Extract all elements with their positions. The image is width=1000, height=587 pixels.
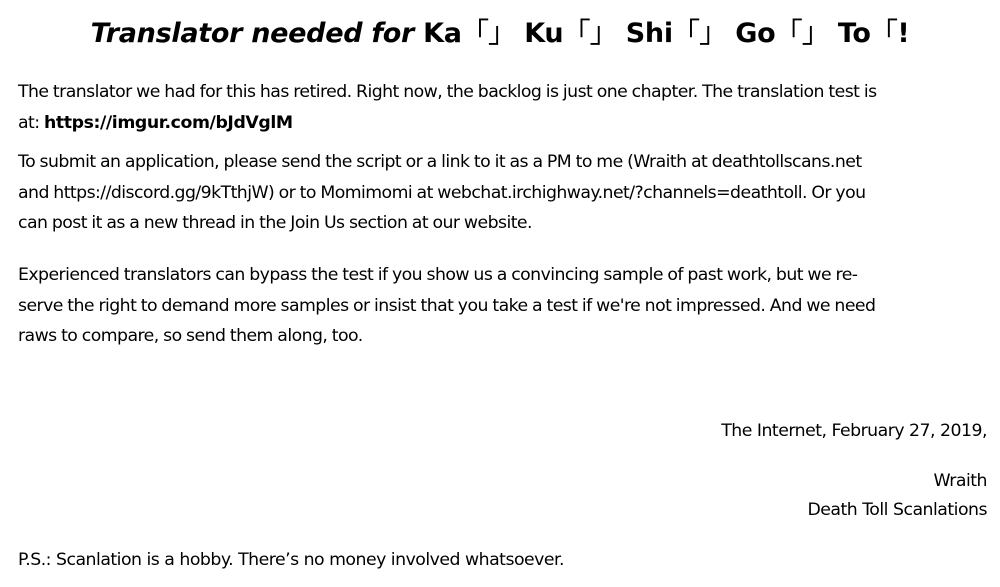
dateline: The Internet, February 27, 2019,	[721, 421, 987, 441]
postscript: P.S.: Scanlation is a hobby. There’s no money involved whatsoever.	[18, 550, 565, 570]
paragraph-experienced	[18, 260, 990, 352]
paragraph-backlog	[18, 77, 990, 138]
paragraph-application	[18, 147, 990, 239]
signature-name: Wraith	[933, 471, 987, 491]
paragraph-line	[18, 108, 990, 139]
page-title	[0, 14, 1000, 54]
paragraph-line: To submit an application, please send the script or a link to it as a PM to me (Wraith at deathtollscans.net	[18, 152, 862, 172]
signature-group: Death Toll Scanlations	[807, 500, 987, 520]
translation-test-link[interactable]: https://imgur.com/bJdVglM	[43, 112, 293, 133]
title-heading: Translator needed for	[90, 18, 415, 49]
paragraph-line: raws to compare, so send them along, too.	[18, 326, 363, 346]
test-link-prefix: at:	[18, 112, 44, 133]
paragraph-line: Experienced translators can bypass the test if you show us a convincing sample of past work, but we re-	[18, 265, 858, 285]
paragraph-line: serve the right to demand more samples or insist that you take a test if we're not impressed. And we need	[18, 295, 876, 316]
paragraph-line: can post it as a new thread in the Join Us section at our website.	[18, 213, 532, 233]
title-series-name: Ka「」 Ku「」 Shi「」 Go「」 To「!	[414, 18, 910, 49]
paragraph-line: The translator we had for this has retired. Right now, the backlog is just one chapter. The translation test is	[18, 82, 877, 102]
paragraph-line: and https://discord.gg/9kTthjW) or to Momimomi at webchat.irchighway.net/?channels=deathtoll. Or you	[18, 182, 866, 203]
